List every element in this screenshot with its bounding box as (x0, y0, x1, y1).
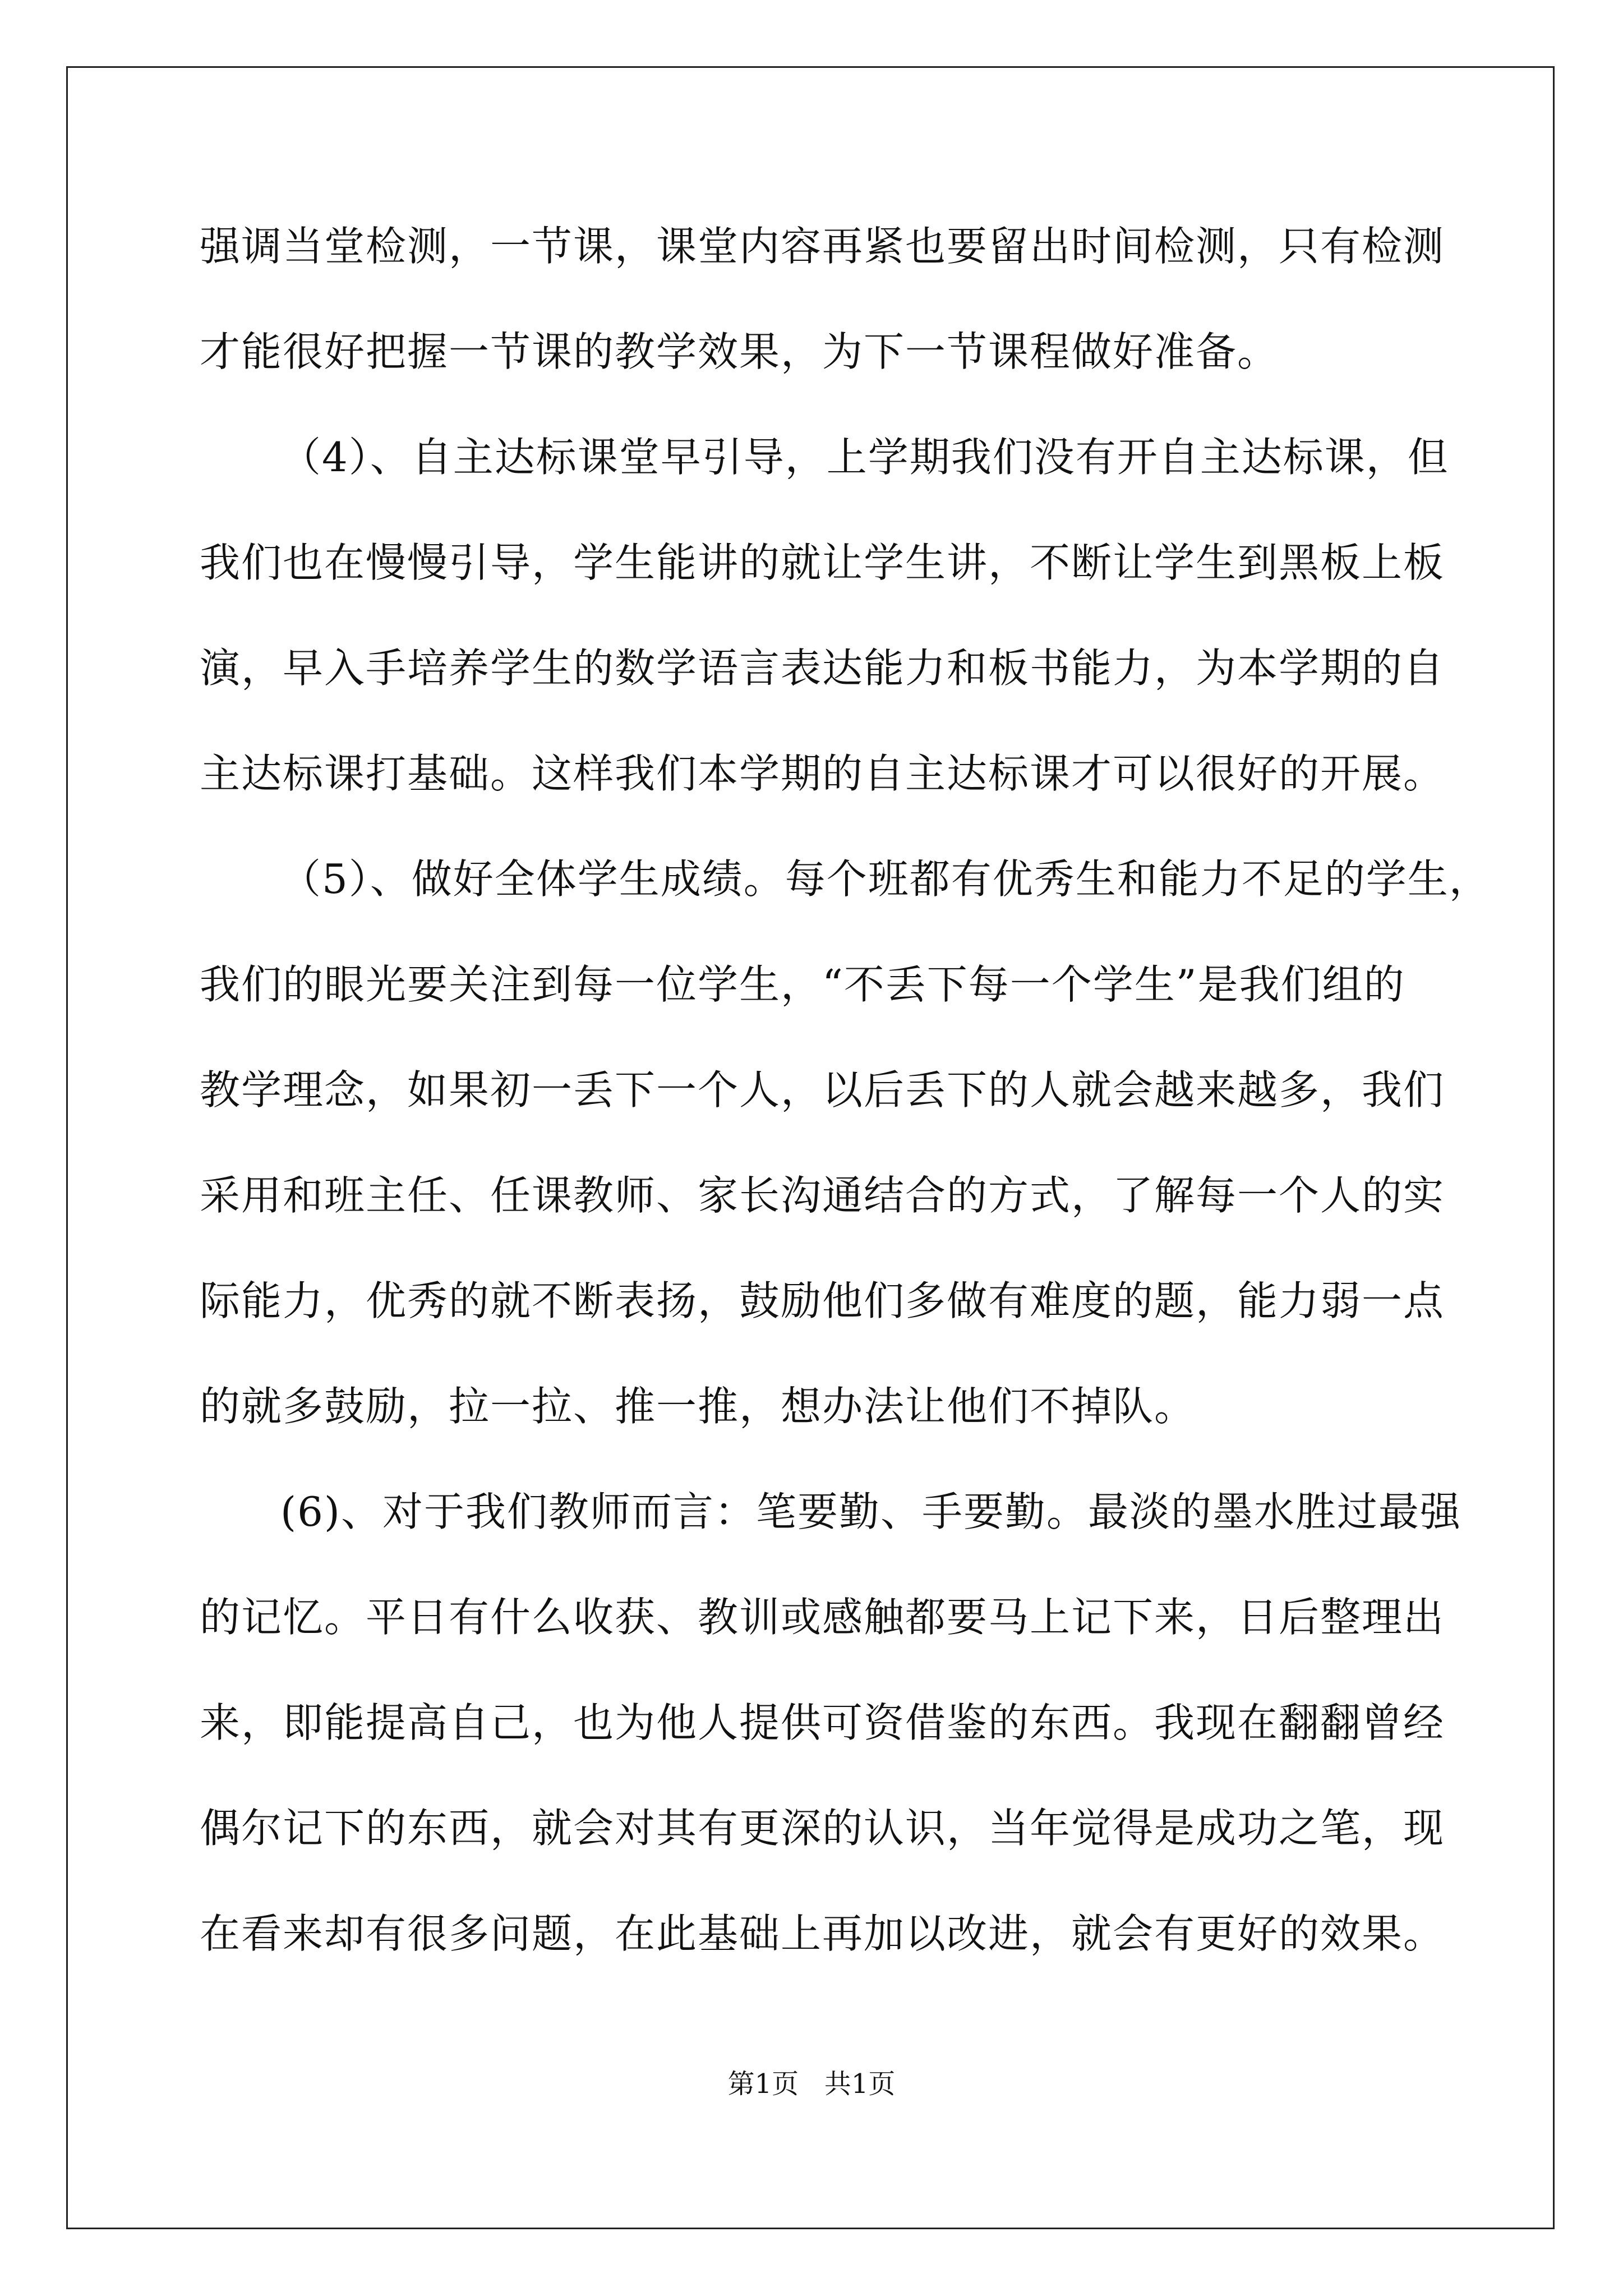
text-line: 采用和班主任、任课教师、家长沟通结合的方式，了解每一个人的实 (200, 1172, 1445, 1219)
text-line: 在看来却有很多问题，在此基础上再加以改进，就会有更好的效果。 (200, 1910, 1445, 1957)
text-line: （4）、自主达标课堂早引导，上学期我们没有开自主达标课，但 (280, 434, 1449, 481)
text-line: 际能力，优秀的就不断表扬，鼓励他们多做有难度的题，能力弱一点 (200, 1277, 1445, 1324)
paragraph (200, 432, 1449, 854)
text-line: 的记忆。平日有什么收获、教训或感触都要马上记下来，日后整理出 (200, 1594, 1445, 1641)
text-line: 的就多鼓励，拉一拉、推一推，想办法让他们不掉队。 (200, 1383, 1196, 1430)
text-line: (6)、对于我们教师而言：笔要勤、手要勤。最淡的墨水胜过最强 (280, 1488, 1461, 1535)
paragraph (200, 854, 1491, 1487)
text-line: 强调当堂检测，一节课，课堂内容再紧也要留出时间检测，只有检测 (200, 223, 1445, 270)
text-line: 才能很好把握一节课的教学效果，为下一节课程做好准备。 (200, 328, 1279, 375)
text-line: 我们的眼光要关注到每一位学生，“不丢下每一个学生”是我们组的 (200, 961, 1405, 1008)
text-line: 演，早入手培养学生的数学语言表达能力和板书能力，为本学期的自 (200, 645, 1445, 692)
text-line: 我们也在慢慢引导，学生能讲的就让学生讲，不断让学生到黑板上板 (200, 539, 1445, 586)
text-line: （5）、做好全体学生成绩。每个班都有优秀生和能力不足的学生， (280, 855, 1491, 903)
text-line: 来，即能提高自己，也为他人提供可资借鉴的东西。我现在翻翻曾经 (200, 1699, 1445, 1746)
text-line: 主达标课打基础。这样我们本学期的自主达标课才可以很好的开展。 (200, 750, 1445, 797)
text-line: 偶尔记下的东西，就会对其有更深的认识，当年觉得是成功之笔，现 (200, 1805, 1445, 1852)
document-body (200, 222, 1491, 2014)
paragraph (200, 222, 1445, 432)
text-line: 教学理念，如果初一丢下一个人，以后丢下的人就会越来越多，我们 (200, 1066, 1445, 1114)
paragraph (200, 1487, 1461, 2014)
page-footer: 第1页 共1页 (727, 2068, 896, 2100)
